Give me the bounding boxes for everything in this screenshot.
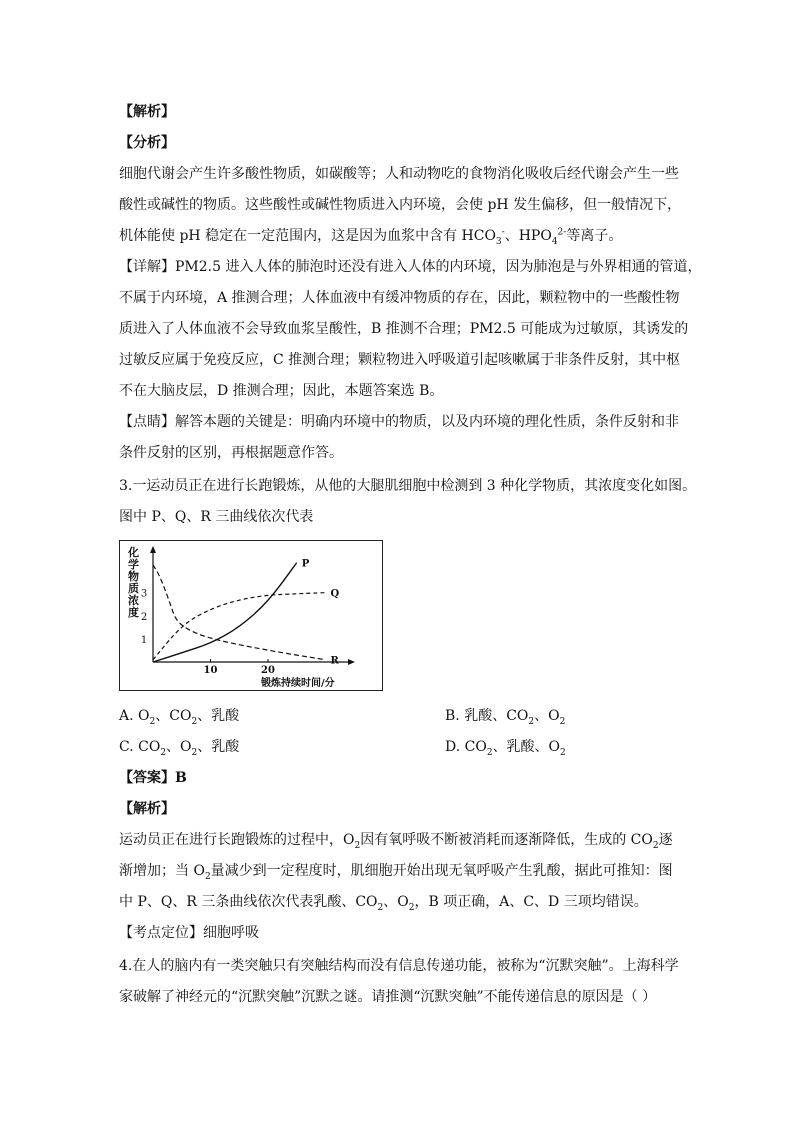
chart-frame	[120, 541, 383, 691]
subscript: 3	[495, 236, 502, 247]
x-axis-label: 锻炼持续时间/分	[261, 678, 335, 689]
series-label-q: Q	[330, 588, 340, 600]
subscript: 2	[559, 716, 566, 727]
subscript: 2	[160, 747, 167, 758]
subscript: 2	[408, 902, 415, 913]
text-run: 、乳酸、O	[492, 739, 561, 755]
text-run: 量减少到一定程度时，肌细胞开始出现无氧呼吸产生乳酸，据此可推知：图	[210, 863, 673, 879]
text-run: A. O	[119, 708, 150, 724]
subscript: 2	[354, 840, 361, 851]
q4-stem-line: 4.在人的脑内有一类突触只有突触结构而没有信息传递功能，被称为“沉默突触”。上海科学	[119, 958, 679, 974]
text-run: 、HPO	[504, 228, 552, 244]
text-run: 运动员正在进行长跑锻炼的过程中，O	[119, 832, 355, 848]
text-run: B. 乳酸、CO	[445, 708, 529, 724]
y-label-char: 质	[128, 582, 139, 595]
q2-fenxi-line: 细胞代谢会产生许多酸性物质，如碳酸等；人和动物吃的食物消化吸收后经代谢会产生一些	[119, 166, 679, 182]
x-tick-label: 10	[203, 665, 218, 676]
q3-answer: 【答案】B	[119, 770, 187, 786]
y-tick-label: 3	[140, 588, 148, 600]
q2-jiexi-heading: 【解析】	[119, 104, 175, 120]
q2-fenxi-heading: 【分析】	[119, 135, 175, 151]
q2-dianjing-line: 条件反射的区别，再根据题意作答。	[119, 445, 343, 461]
q3-kaodian: 【考点定位】细胞呼吸	[119, 925, 259, 941]
q2-xiangjie-line: 不在大脑皮层，D 推测合理；因此，本题答案选 B。	[119, 383, 444, 399]
q3-jiexi-heading: 【解析】	[119, 801, 175, 817]
q4-stem-line: 家破解了神经元的“沉默突触”沉默之谜。请推测“沉默突触”不能传递信息的原因是（ ）	[119, 989, 657, 1005]
option-d[interactable]	[445, 737, 566, 757]
q3-jiexi-line	[119, 830, 679, 850]
y-label-char: 学	[128, 558, 139, 571]
text-run: 、O	[166, 739, 192, 755]
subscript: 2	[149, 716, 156, 727]
text-run: 、乳酸	[197, 708, 240, 724]
q3-stem-line: 3.一运动员正在进行长跑锻炼，从他的大腿肌细胞中检测到 3 种化学物质，其浓度变化如图。	[119, 478, 697, 494]
q2-xiangjie-line: 质进入了人体血液不会导致血浆呈酸性，B 推测不合理；PM2.5 可能成为过敏原，其诱发的	[119, 321, 689, 337]
subscript: 4	[551, 236, 558, 247]
superscript: 2-	[557, 227, 567, 238]
q2-xiangjie-line: 过敏反应属于免疫反应，C 推测合理；颗粒物进入呼吸道引起咳嗽属于非条件反射，其中枢	[119, 352, 681, 368]
q2-xiangjie-line: 【详解】PM2.5 进入人体的肺泡时还没有进入人体的内环境，因为肺泡是与外界相通的管道，	[119, 259, 702, 275]
text-run: 逐	[658, 832, 673, 848]
text-run: 、乳酸	[197, 739, 240, 755]
subscript: 2	[560, 747, 566, 758]
q3-jiexi-line	[119, 861, 679, 881]
series-label-p: P	[301, 558, 310, 570]
text-run: 、O	[383, 894, 409, 910]
q3-jiexi-line	[119, 892, 679, 912]
y-axis-label	[127, 545, 139, 619]
subscript: 2	[377, 902, 384, 913]
y-tick-label: 2	[140, 611, 148, 623]
q3-stem-line: 图中 P、Q、R 三曲线依次代表	[119, 509, 314, 525]
superscript: -	[501, 227, 505, 238]
text-run: 机体能使 pH 稳定在一定范围内，这是因为血浆中含有 HCO	[119, 228, 496, 244]
q2-dianjing-line: 【点睛】解答本题的关键是：明确内环境中的物质，以及内环境的理化性质，条件反射和非	[119, 414, 679, 430]
y-label-char: 度	[128, 606, 139, 619]
text-run: 等离子。	[566, 228, 623, 244]
option-c[interactable]	[119, 737, 239, 757]
text-run: 、O	[534, 708, 560, 724]
y-label-char: 物	[128, 570, 139, 583]
concentration-chart	[119, 540, 383, 691]
subscript: 2	[486, 747, 493, 758]
option-a[interactable]	[119, 706, 239, 726]
y-label-char: 浓	[128, 594, 139, 607]
text-run: C. CO	[119, 739, 161, 755]
q2-xiangjie-line: 不属于内环境，A 推测合理；人体血液中有缓冲物质的存在，因此，颗粒物中的一些酸性物	[119, 290, 680, 306]
q2-fenxi-line: 酸性或碱性的物质。这些酸性或碱性物质进入内环境，会使 pH 发生偏移，但一般情况下，	[119, 197, 682, 213]
option-b[interactable]	[445, 706, 565, 726]
text-run: 中 P、Q、R 三条曲线依次代表乳酸、CO	[119, 894, 378, 910]
subscript: 2	[528, 716, 535, 727]
text-run: 渐增加；当 O	[119, 863, 205, 879]
q2-fenxi-line	[119, 226, 679, 246]
subscript: 2	[652, 840, 659, 851]
y-label-char: 化	[128, 546, 139, 559]
text-run: 因有氧呼吸不断被消耗而逐渐降低，生成的 CO	[360, 832, 653, 848]
subscript: 2	[191, 747, 198, 758]
subscript: 2	[204, 871, 211, 882]
y-tick-label: 1	[140, 634, 148, 646]
text-run: ，B 项正确，A、C、D 三项均错误。	[414, 894, 648, 910]
subscript: 2	[191, 716, 198, 727]
text-run: 、CO	[155, 708, 192, 724]
x-tick-label: 20	[261, 665, 275, 676]
series-label-r: R	[330, 655, 339, 667]
text-run: D. CO	[445, 739, 487, 755]
